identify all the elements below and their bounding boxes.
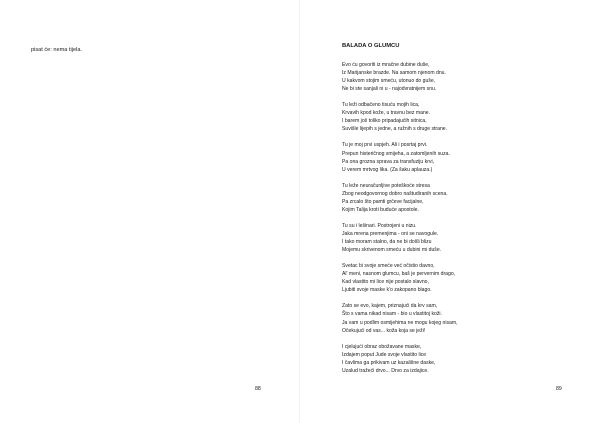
poem-stanza — [342, 61, 458, 93]
poem-line: Mojemu skrivenom smeću u dubini mi duše. — [342, 247, 442, 254]
poem-line: Tu su i lešinari. Postrojeni u nizu. — [342, 222, 417, 229]
poem-line: Kojim Talija kroti buduće apostole. — [342, 206, 419, 213]
page-number-right: 89 — [556, 386, 562, 392]
poem-line: Krvavih kpod kože, u travnu bez mane. — [342, 110, 431, 117]
poem-line: Zato se evo, kajem, priznajući da krv sam, — [342, 303, 438, 310]
poem-stanza — [342, 343, 458, 375]
right-page — [300, 0, 600, 423]
poem-body — [342, 61, 458, 383]
poem-line: Izdajem poput Jude svoje vlastito lice — [342, 351, 427, 358]
poem-line: Tu leži odbačeno tisuću mojih lica, — [342, 102, 420, 109]
poem-line: Al' meni, nasnom glumcu, baš je pervernim drago, — [342, 271, 456, 278]
poem-line: Evo ću govoriti iz mračne dubine duše, — [342, 62, 430, 68]
poem-line: Suvišle lijepih s jedne, a ružnih s druge strane. — [342, 126, 448, 133]
poem-line: Iz Marijanske brazde. Na samom njenom dnu. — [342, 70, 446, 77]
poem-line: I čavlima ga prikivam uz kazališne daske, — [342, 359, 436, 366]
poem-line: Pa ona grozna sprava za transfuziju krvi, — [342, 158, 435, 165]
poem-line: Pa zrcalo što pamti grčeve facijalne, — [342, 198, 424, 205]
poem-line: Tu leže neuračunljive poteškoće stresa — [342, 182, 430, 189]
poem-line: I cjelujući obraz obožavane maske, — [342, 343, 422, 350]
poem-line: Tu je moj prvi uspjeh. Ali i posrtaj prvi. — [342, 142, 428, 149]
poem-line: Očekujući od vas... koža koja se ježi! — [342, 327, 426, 334]
poem-line: Svetac bi svoje smeće već očistio davno, — [342, 263, 435, 270]
poem-line: Ne bi ste sanjali ni u - najodvratnijem snu. — [342, 86, 437, 93]
poem-line: Uzalud tražeći drvo... Drvo za izdajice. — [342, 367, 429, 374]
page-number-left: 88 — [255, 386, 261, 392]
left-page-text: pisat će: nema tijela. — [31, 47, 82, 53]
poem-line: Ja vam u podlim osmijehima ne mogu kojeg nisam, — [342, 319, 458, 326]
poem-title: BALADA O GLUMCU — [342, 43, 400, 49]
poem-stanza — [342, 182, 458, 214]
poem-stanza — [342, 302, 458, 334]
poem-line: Jaka mrena premenjima - oni se navogule. — [342, 230, 439, 237]
poem-line: Što s vama nikad nisam - bio u vlastitoj koži. — [342, 311, 442, 318]
poem-stanza — [342, 222, 458, 254]
poem-line: I barem još toliko pripadajućih sitnica, — [342, 118, 427, 125]
poem-line: I tako moram stalno, da ne bi došli blizu — [342, 239, 432, 246]
poem-line: Prepun histeričnog smijeha, a zatomljenih suza. — [342, 150, 450, 157]
poem-line: Ljubiti svoje maske k'o zakopano blago. — [342, 287, 432, 294]
poem-stanza — [342, 141, 458, 173]
poem-line: Kad vlastito mi lice nije postalo slavno, — [342, 279, 429, 286]
poem-stanza — [342, 262, 458, 294]
poem-line: U kakvom stojim smeću, utonuo do guše, — [342, 78, 436, 85]
poem-stanza — [342, 101, 458, 133]
poem-line: Zbog neodgovornog dobro naštudiranih scena. — [342, 190, 448, 197]
poem-line: U verem mrtvog lika. (Za šaku aplauza.) — [342, 166, 433, 173]
